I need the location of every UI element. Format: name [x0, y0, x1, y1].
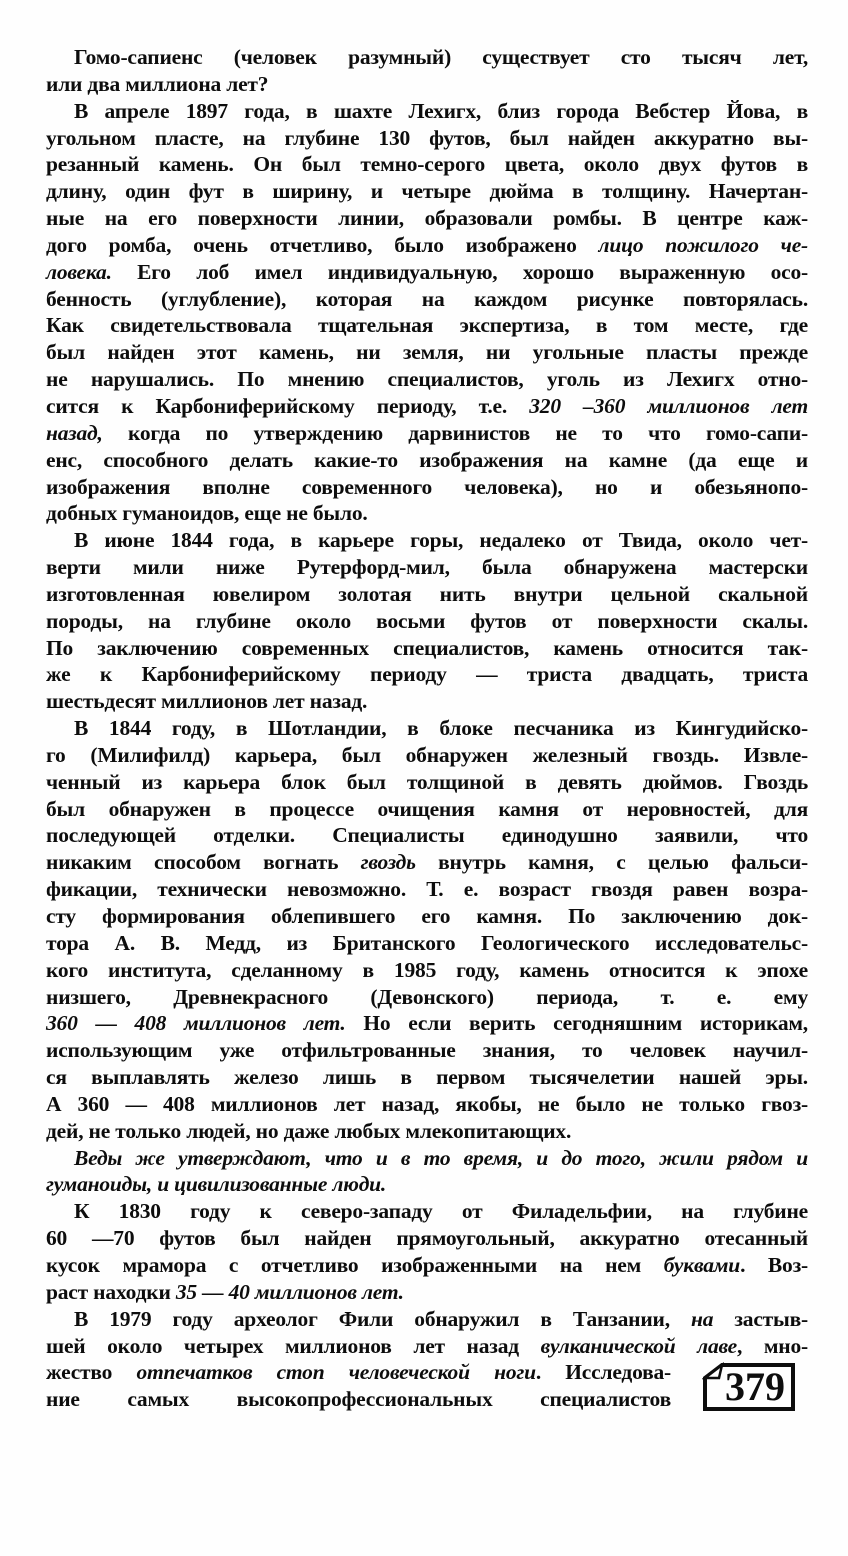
text-run: использующим уже отфильтрованные знания, то человек научил- — [46, 1038, 808, 1063]
text-run: 60 —70 футов был найден прямоугольный, аккуратно отесанный — [46, 1226, 808, 1251]
text-run: застыв- — [713, 1306, 808, 1331]
text-run: резанный камень. Он был темно-серого цвета, около двух футов в — [46, 152, 808, 177]
text-line — [46, 1252, 808, 1279]
text-run: шей около четырех миллионов лет назад — [46, 1333, 541, 1358]
paragraph — [46, 1306, 808, 1413]
text-line — [46, 688, 808, 715]
text-line — [46, 1118, 808, 1145]
text-line — [46, 876, 808, 903]
text-line — [46, 769, 808, 796]
text-run: длину, один фут в ширину, и четыре дюйма в толщину. Начертан- — [46, 179, 808, 204]
text-line — [46, 474, 808, 501]
text-run: бенность (углубление), которая на каждом рисунке повторялась. — [46, 286, 808, 311]
text-line — [46, 500, 808, 527]
text-run: когда по утверждению дарвинистов не то что гомо-сапи- — [102, 420, 808, 445]
text-run: В апреле 1897 года, в шахте Лехигх, близ города Вебстер Йова, в — [74, 98, 808, 123]
text-run-italic: 35 — 40 миллионов лет. — [175, 1279, 404, 1304]
text-run-italic: назад, — [46, 420, 103, 445]
text-line — [46, 71, 808, 98]
page-number: 379 — [725, 1364, 785, 1409]
text-run-italic: лицо пожилого че- — [598, 232, 809, 257]
text-line — [46, 339, 808, 366]
text-line — [46, 1091, 808, 1118]
text-line — [46, 581, 808, 608]
text-run: Гомо-сапиенс (человек разумный) существует сто тысяч лет, — [74, 45, 808, 69]
text-line — [46, 44, 808, 71]
text-run-italic: 320 –360 миллионов лет — [529, 393, 808, 418]
text-run: изображения вполне современного человека), но и обезьянопо- — [46, 474, 808, 499]
text-line — [46, 1145, 808, 1172]
text-run: енс, способного делать какие-то изображения на камне (да еще и — [46, 447, 808, 472]
text-line — [46, 984, 808, 1011]
text-line — [46, 286, 808, 313]
text-run: Но если верить сегодняшним историкам, — [345, 1011, 808, 1036]
text-line — [46, 1064, 808, 1091]
text-line — [46, 1225, 808, 1252]
text-line — [46, 178, 808, 205]
text-run: не нарушались. По мнению специалистов, уголь из Лехигх отно- — [46, 367, 808, 392]
text-run: дого ромба, очень отчетливо, было изображено — [46, 232, 599, 257]
text-run-italic: гвоздь — [360, 850, 416, 875]
text-line — [46, 930, 808, 957]
text-line — [46, 635, 808, 662]
text-run: , мно- — [737, 1333, 808, 1358]
text-run: никаким способом вогнать — [46, 850, 361, 875]
text-run: изготовленная ювелиром золотая нить внутри цельной скальной — [46, 581, 808, 606]
text-line — [46, 822, 808, 849]
text-run: ние самых высокопрофессиональных специалистов — [46, 1387, 671, 1412]
text-line — [46, 205, 808, 232]
text-line — [46, 1198, 808, 1225]
text-line — [46, 98, 808, 125]
text-run: В 1979 году археолог Фили обнаружил в Танзании, — [74, 1306, 691, 1331]
text-line — [46, 1386, 671, 1413]
text-run: последующей отделки. Специалисты единодушно заявили, что — [46, 823, 808, 848]
text-run-italic: вулканической лаве — [540, 1333, 738, 1358]
text-run: жество — [46, 1360, 137, 1385]
text-run: угольном пласте, на глубине 130 футов, был найден аккуратно вы- — [46, 125, 808, 150]
text-run-italic: Веды же утверждают, что и в то время, и до того, жили рядом и — [74, 1145, 808, 1170]
text-line — [46, 715, 808, 742]
text-run: шестьдесят миллионов лет назад. — [46, 689, 368, 714]
text-run-italic: гуманоиды, и цивилизованные люди. — [46, 1172, 387, 1197]
text-run: го (Милифилд) карьера, был обнаружен железный гвоздь. Извле- — [46, 742, 808, 767]
text-line — [46, 661, 808, 688]
text-line — [46, 608, 808, 635]
text-line — [46, 957, 808, 984]
text-line — [46, 1333, 808, 1360]
text-line — [46, 1279, 808, 1306]
text-line — [46, 554, 808, 581]
text-run: был найден этот камень, ни земля, ни угольные пласты прежде — [46, 340, 808, 365]
text-line — [46, 849, 808, 876]
text-run: породы, на глубине около восьми футов от поверхности скалы. — [46, 608, 808, 633]
text-run: По заключению современных специалистов, камень относится так- — [46, 635, 808, 660]
text-run: Как свидетельствовала тщательная экспертиза, в том месте, где — [46, 313, 808, 338]
text-block — [46, 44, 808, 1413]
text-line — [46, 1010, 808, 1037]
paragraph — [46, 715, 808, 1145]
text-run-italic: ловека. — [46, 259, 112, 284]
paragraph — [46, 1198, 808, 1305]
text-run: ченный из карьера блок был толщиной в девять дюймов. Гвоздь — [46, 769, 808, 794]
text-run: В июне 1844 года, в карьере горы, недалеко от Твида, около чет- — [74, 528, 808, 553]
text-run: раст находки — [46, 1279, 176, 1304]
text-run: был обнаружен в процессе очищения камня от неровностей, для — [46, 796, 808, 821]
text-run-italic: буквами — [663, 1252, 741, 1277]
text-run: А 360 — 408 миллионов лет назад, якобы, не было не только гвоз- — [46, 1091, 808, 1116]
text-line — [46, 796, 808, 823]
text-run: ся выплавлять железо лишь в первом тысячелетии нашей эры. — [46, 1065, 808, 1090]
text-run: К 1830 году к северо-западу от Филадельфии, на глубине — [74, 1199, 808, 1224]
text-run-italic: отпечатков стоп человеческой ноги — [136, 1360, 536, 1385]
page-number-box — [702, 1362, 796, 1412]
text-run-italic: на — [690, 1306, 714, 1331]
text-run: низшего, Древнекрасного (Девонского) периода, т. е. ему — [46, 984, 808, 1009]
text-run: дей, не только людей, но даже любых млекопитающих. — [46, 1118, 572, 1143]
text-line — [46, 447, 808, 474]
text-run: кого института, сделанному в 1985 году, камень относится к эпохе — [46, 957, 808, 982]
paragraph — [46, 98, 808, 528]
text-line — [46, 259, 808, 286]
text-line — [46, 1037, 808, 1064]
text-run: же к Карбониферийскому периоду — триста двадцать, триста — [46, 662, 808, 687]
text-line — [46, 1171, 808, 1198]
text-run: или два миллиона лет? — [46, 71, 269, 96]
text-line — [46, 527, 808, 554]
text-run: внутрь камня, с целью фальси- — [415, 850, 809, 875]
text-line — [46, 742, 808, 769]
text-line — [46, 1359, 671, 1386]
text-line — [46, 903, 808, 930]
text-run: ные на его поверхности линии, образовали ромбы. В центре каж- — [46, 206, 808, 231]
text-line — [46, 232, 808, 259]
text-run: фикации, технически невозможно. Т. е. возраст гвоздя равен возра- — [46, 877, 808, 902]
text-run: сту формирования облепившего его камня. По заключению док- — [46, 904, 808, 928]
text-run: верти мили ниже Рутерфорд-мил, была обнаружена мастерски — [46, 555, 808, 580]
text-run: сится к Карбониферийскому периоду, т.е. — [46, 393, 530, 418]
paragraph — [46, 1145, 808, 1199]
text-line — [46, 312, 808, 339]
text-run: кусок мрамора с отчетливо изображенными на нем — [46, 1252, 664, 1277]
text-line — [46, 420, 808, 447]
text-line — [46, 1306, 808, 1333]
paragraph — [46, 527, 808, 715]
text-run: добных гуманоидов, еще не было. — [46, 501, 368, 526]
text-run: . Воз- — [740, 1252, 808, 1277]
paragraph — [46, 44, 808, 98]
text-run-italic: 360 — 408 миллионов лет. — [46, 1011, 346, 1036]
text-run: В 1844 году, в Шотландии, в блоке песчаника из Кингудийско- — [74, 716, 808, 741]
text-line — [46, 151, 808, 178]
text-line — [46, 366, 808, 393]
text-line — [46, 125, 808, 152]
text-line — [46, 393, 808, 420]
text-run: тора А. В. Медд, из Британского Геологического исследовательс- — [46, 930, 808, 955]
text-run: . Исследова- — [535, 1360, 672, 1385]
text-run: Его лоб имел индивидуальную, хорошо выраженную осо- — [111, 259, 808, 284]
